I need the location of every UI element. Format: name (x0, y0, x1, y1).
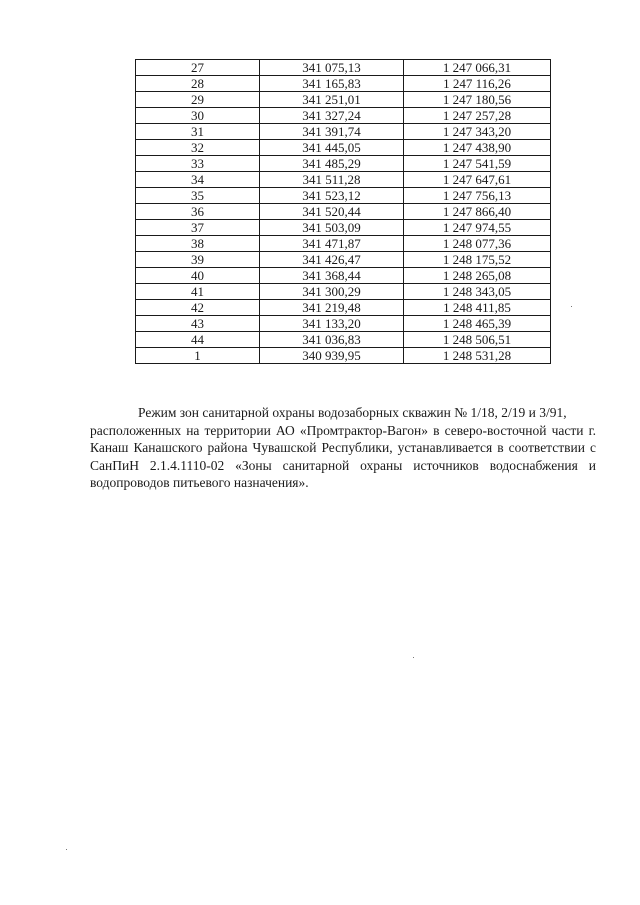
table-row (136, 156, 551, 172)
table-row (136, 140, 551, 156)
cell-x-coordinate: 341 485,29 (260, 156, 404, 172)
table-row (136, 60, 551, 76)
cell-y-coordinate: 1 248 465,39 (404, 316, 551, 332)
cell-y-coordinate: 1 247 974,55 (404, 220, 551, 236)
paragraph-body: расположенных на территории АО «Промтрактор-Вагон» в северо-восточной части г. Канаш Канашского района Чувашской Республики, устанавливается в соответствии с СанПиН 2.1.4.1110-02 «Зоны санитарной охраны источников водоснабжения и водопроводов питьевого назначения». (90, 422, 596, 490)
cell-y-coordinate: 1 247 180,56 (404, 92, 551, 108)
cell-point-number: 44 (136, 332, 260, 348)
cell-y-coordinate: 1 247 438,90 (404, 140, 551, 156)
cell-point-number: 41 (136, 284, 260, 300)
cell-x-coordinate: 341 300,29 (260, 284, 404, 300)
cell-x-coordinate: 341 503,09 (260, 220, 404, 236)
cell-x-coordinate: 341 133,20 (260, 316, 404, 332)
cell-x-coordinate: 341 251,01 (260, 92, 404, 108)
table-row (136, 204, 551, 220)
cell-x-coordinate: 341 426,47 (260, 252, 404, 268)
scan-speck (66, 849, 67, 850)
paragraph-first-line: Режим зон санитарной охраны водозаборных скважин № 1/18, 2/19 и 3/91, (138, 405, 567, 420)
cell-point-number: 1 (136, 348, 260, 364)
table-row (136, 268, 551, 284)
table-row (136, 236, 551, 252)
cell-x-coordinate: 341 368,44 (260, 268, 404, 284)
cell-y-coordinate: 1 247 756,13 (404, 188, 551, 204)
cell-y-coordinate: 1 247 116,26 (404, 76, 551, 92)
cell-y-coordinate: 1 248 265,08 (404, 268, 551, 284)
cell-y-coordinate: 1 247 866,40 (404, 204, 551, 220)
cell-x-coordinate: 341 165,83 (260, 76, 404, 92)
cell-point-number: 42 (136, 300, 260, 316)
cell-y-coordinate: 1 247 647,61 (404, 172, 551, 188)
cell-y-coordinate: 1 247 541,59 (404, 156, 551, 172)
cell-y-coordinate: 1 248 531,28 (404, 348, 551, 364)
cell-x-coordinate: 341 391,74 (260, 124, 404, 140)
table-row (136, 348, 551, 364)
cell-point-number: 38 (136, 236, 260, 252)
cell-y-coordinate: 1 247 257,28 (404, 108, 551, 124)
cell-point-number: 34 (136, 172, 260, 188)
cell-x-coordinate: 341 327,24 (260, 108, 404, 124)
cell-point-number: 43 (136, 316, 260, 332)
cell-point-number: 36 (136, 204, 260, 220)
table-row (136, 76, 551, 92)
cell-x-coordinate: 341 511,28 (260, 172, 404, 188)
cell-x-coordinate: 341 523,12 (260, 188, 404, 204)
sanitary-zone-paragraph (90, 404, 596, 492)
cell-y-coordinate: 1 248 411,85 (404, 300, 551, 316)
table-row (136, 300, 551, 316)
table-row (136, 220, 551, 236)
cell-y-coordinate: 1 248 506,51 (404, 332, 551, 348)
cell-x-coordinate: 340 939,95 (260, 348, 404, 364)
cell-point-number: 32 (136, 140, 260, 156)
cell-point-number: 33 (136, 156, 260, 172)
cell-point-number: 28 (136, 76, 260, 92)
table-row (136, 332, 551, 348)
cell-point-number: 37 (136, 220, 260, 236)
scan-speck (413, 657, 414, 658)
cell-y-coordinate: 1 248 175,52 (404, 252, 551, 268)
coordinates-table-body (136, 60, 551, 364)
table-row (136, 188, 551, 204)
cell-point-number: 30 (136, 108, 260, 124)
cell-y-coordinate: 1 248 077,36 (404, 236, 551, 252)
cell-point-number: 40 (136, 268, 260, 284)
table-row (136, 108, 551, 124)
cell-y-coordinate: 1 247 066,31 (404, 60, 551, 76)
cell-point-number: 39 (136, 252, 260, 268)
table-row (136, 316, 551, 332)
table-row (136, 252, 551, 268)
cell-x-coordinate: 341 445,05 (260, 140, 404, 156)
coordinates-table (135, 59, 551, 364)
table-row (136, 124, 551, 140)
table-row (136, 172, 551, 188)
cell-y-coordinate: 1 248 343,05 (404, 284, 551, 300)
cell-point-number: 35 (136, 188, 260, 204)
cell-x-coordinate: 341 219,48 (260, 300, 404, 316)
cell-x-coordinate: 341 036,83 (260, 332, 404, 348)
table-row (136, 284, 551, 300)
cell-x-coordinate: 341 075,13 (260, 60, 404, 76)
cell-x-coordinate: 341 471,87 (260, 236, 404, 252)
cell-point-number: 29 (136, 92, 260, 108)
cell-y-coordinate: 1 247 343,20 (404, 124, 551, 140)
cell-point-number: 31 (136, 124, 260, 140)
cell-point-number: 27 (136, 60, 260, 76)
table-row (136, 92, 551, 108)
cell-x-coordinate: 341 520,44 (260, 204, 404, 220)
scan-speck (571, 306, 572, 307)
